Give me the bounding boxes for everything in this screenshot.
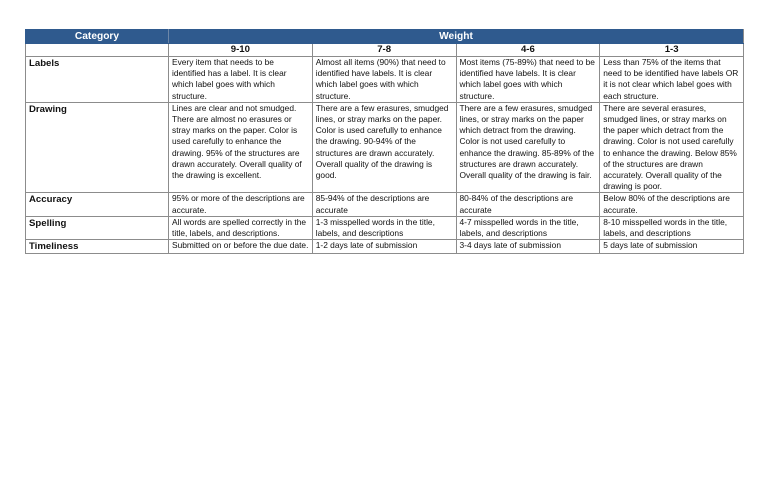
table-row-labels [26, 57, 744, 103]
criteria-cell: Lines are clear and not smudged. There are almost no erasures or stray marks on the paper. Color is used carefully to enhance the drawing. 95% of the structures are drawn accurately. Overall quality of the drawing is excellent. [169, 102, 313, 193]
criteria-cell: Most items (75-89%) that need to be identified have labels. It is clear which label goes with which structure. [456, 57, 600, 103]
table-row-drawing [26, 102, 744, 193]
table-row-timeliness [26, 240, 744, 254]
criteria-cell: There are several erasures, smudged lines, or stray marks on the paper which detract from the drawing. Color is not used carefully to enhance the drawing. Below 85% of the structures are drawn accurately. Overall quality of the drawing is poor. [600, 102, 744, 193]
category-cell: Timeliness [26, 240, 169, 254]
category-cell: Accuracy [26, 193, 169, 216]
weight-column-4-6: 4-6 [456, 44, 600, 57]
weight-header: Weight [169, 30, 744, 44]
criteria-cell: 1-3 misspelled words in the title, labels, and descriptions [312, 216, 456, 239]
category-cell: Spelling [26, 216, 169, 239]
criteria-cell: There are a few erasures, smudged lines, or stray marks on the paper which detract from the drawing. Color is not used carefully to enhance the drawing. 85-89% of the structures are drawn accurately. Overall quality of the drawing is fair. [456, 102, 600, 193]
header-band-row [26, 30, 744, 44]
weight-column-1-3: 1-3 [600, 44, 744, 57]
criteria-cell: Every item that needs to be identified has a label. It is clear which label goes with which structure. [169, 57, 313, 103]
criteria-cell: 85-94% of the descriptions are accurate [312, 193, 456, 216]
criteria-cell: Almost all items (90%) that need to identified have labels. It is clear which label goes with which structure. [312, 57, 456, 103]
criteria-cell: There are a few erasures, smudged lines, or stray marks on the paper. Color is used carefully to enhance the drawing. 90-94% of the structures are drawn accurately. Overall quality of the drawing is good. [312, 102, 456, 193]
category-cell: Labels [26, 57, 169, 103]
criteria-cell: 80-84% of the descriptions are accurate [456, 193, 600, 216]
criteria-cell: 1-2 days late of submission [312, 240, 456, 254]
category-header: Category [26, 30, 169, 44]
criteria-cell: 4-7 misspelled words in the title, labels, and descriptions [456, 216, 600, 239]
criteria-cell: 8-10 misspelled words in the title, labels, and descriptions [600, 216, 744, 239]
criteria-cell: 3-4 days late of submission [456, 240, 600, 254]
criteria-cell: 95% or more of the descriptions are accurate. [169, 193, 313, 216]
rubric-table [25, 29, 744, 254]
criteria-cell: Below 80% of the descriptions are accurate. [600, 193, 744, 216]
table-row-accuracy [26, 193, 744, 216]
weight-scale-row [26, 44, 744, 57]
criteria-cell: Less than 75% of the items that need to be identified have labels OR it is not clear which label goes with each structure. [600, 57, 744, 103]
table-row-spelling [26, 216, 744, 239]
weight-column-9-10: 9-10 [169, 44, 313, 57]
weight-column-7-8: 7-8 [312, 44, 456, 57]
category-cell: Drawing [26, 102, 169, 193]
empty-corner-cell [26, 44, 169, 57]
criteria-cell: All words are spelled correctly in the title, labels, and descriptions. [169, 216, 313, 239]
criteria-cell: Submitted on or before the due date. [169, 240, 313, 254]
criteria-cell: 5 days late of submission [600, 240, 744, 254]
